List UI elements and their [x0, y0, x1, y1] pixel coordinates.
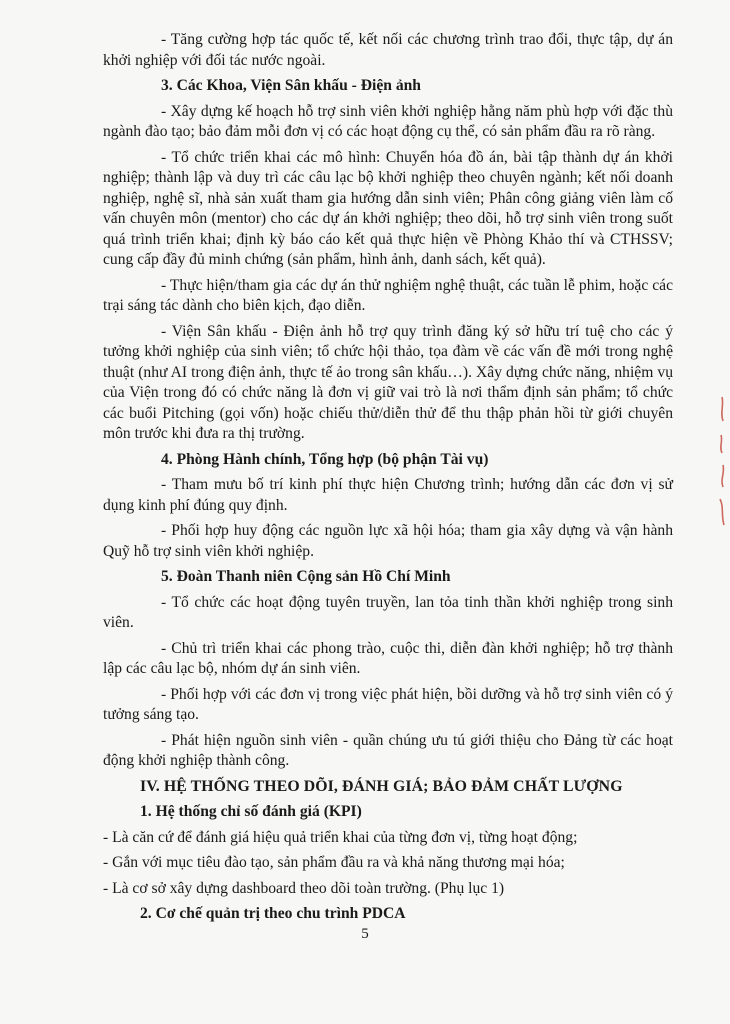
paragraph: - Viện Sân khấu - Điện ảnh hỗ trợ quy trình đăng ký sở hữu trí tuệ cho các ý tưởng khởi nghiệp của sinh viên; tổ chức hội thảo, tọa đàm về các vấn đề mới trong nghệ thuật (như AI trong điện ảnh, thực tế ảo trong sân khấu…). Xây dựng chức năng, nhiệm vụ của Viện trong đó có chức năng là đơn vị giữ vai trò là nơi thẩm định sản phẩm; tổ chức các buổi Pitching (gọi vốn) hoặc chiếu thử/diễn thử để thu thập phản hồi từ giới chuyên môn trước khi đưa ra thị trường.: [103, 322, 673, 442]
paragraph: - Xây dựng kế hoạch hỗ trợ sinh viên khởi nghiệp hằng năm phù hợp với đặc thù ngành đào tạo; bảo đảm mỗi đơn vị có các hoạt động cụ thể, có sản phẩm đầu ra rõ ràng.: [103, 102, 673, 140]
paragraph: - Chủ trì triển khai các phong trào, cuộc thi, diễn đàn khởi nghiệp; hỗ trợ thành lập các câu lạc bộ, nhóm dự án sinh viên.: [103, 639, 673, 677]
subsection-heading: 2. Cơ chế quản trị theo chu trình PDCA: [140, 905, 406, 922]
page-number: 5: [361, 926, 369, 942]
margin-stamp-mark: [714, 395, 730, 535]
paragraph: - Thực hiện/tham gia các dự án thử nghiệm nghệ thuật, các tuần lễ phim, hoặc các trại sáng tác dành cho biên kịch, đạo diễn.: [103, 276, 673, 314]
bullet-item: - Gắn với mục tiêu đào tạo, sản phẩm đầu ra và khả năng thương mại hóa;: [103, 854, 565, 871]
chapter-heading: IV. HỆ THỐNG THEO DÕI, ĐÁNH GIÁ; BẢO ĐẢM CHẤT LƯỢNG: [140, 777, 623, 795]
bullet-item: - Là cơ sở xây dựng dashboard theo dõi toàn trường. (Phụ lục 1): [103, 879, 505, 897]
paragraph: - Tham mưu bố trí kinh phí thực hiện Chương trình; hướng dẫn các đơn vị sử dụng kinh phí đúng quy định.: [103, 476, 673, 514]
paragraph: - Phối hợp với các đơn vị trong việc phát hiện, bồi dưỡng và hỗ trợ sinh viên có ý tưởng sáng tạo.: [103, 685, 673, 723]
section-heading: 5. Đoàn Thanh niên Cộng sản Hồ Chí Minh: [161, 568, 451, 585]
bullet-item: - Là căn cứ để đánh giá hiệu quả triển khai của từng đơn vị, từng hoạt động;: [103, 828, 578, 846]
document-body: [103, 30, 673, 930]
paragraph: - Tăng cường hợp tác quốc tế, kết nối các chương trình trao đổi, thực tập, dự án khởi nghiệp với đối tác nước ngoài.: [103, 31, 673, 69]
paragraph: - Tổ chức triển khai các mô hình: Chuyển hóa đồ án, bài tập thành dự án khởi nghiệp; thành lập và duy trì các câu lạc bộ khởi nghiệp theo chuyên ngành; kết nối doanh nghiệp, nghệ sĩ, nhà sản xuất tham gia hướng dẫn sinh viên; Phân công giảng viên làm cố vấn chuyên môn (mentor) cho các dự án khởi nghiệp; theo dõi, hỗ trợ sinh viên trong suốt quá trình triển khai; định kỳ báo cáo kết quả thực hiện về Phòng Khảo thí và CTHSSV; cung cấp đầy đủ minh chứng (sản phẩm, hình ảnh, danh sách, kết quả).: [103, 148, 673, 268]
paragraph: - Phối hợp huy động các nguồn lực xã hội hóa; tham gia xây dựng và vận hành Quỹ hỗ trợ sinh viên khởi nghiệp.: [103, 522, 673, 560]
paragraph: - Phát hiện nguồn sinh viên - quần chúng ưu tú giới thiệu cho Đảng từ các hoạt động khởi nghiệp thành công.: [103, 731, 673, 769]
section-heading: 4. Phòng Hành chính, Tổng hợp (bộ phận Tài vụ): [161, 450, 489, 468]
section-heading: 3. Các Khoa, Viện Sân khấu - Điện ảnh: [161, 77, 421, 94]
subsection-heading: 1. Hệ thống chỉ số đánh giá (KPI): [140, 803, 362, 820]
paragraph: - Tổ chức các hoạt động tuyên truyền, lan tỏa tinh thần khởi nghiệp trong sinh viên.: [103, 593, 673, 631]
